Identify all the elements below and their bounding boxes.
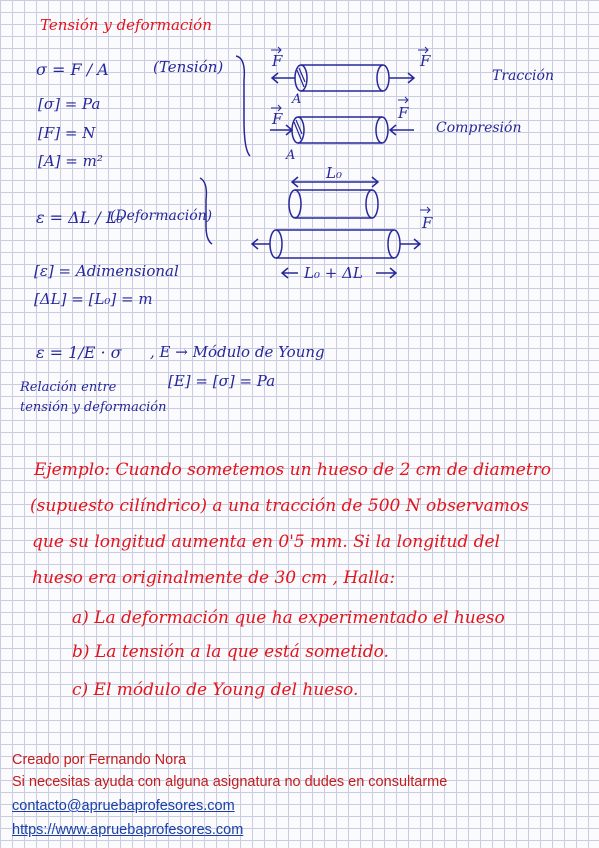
area-unit: [A] = m² xyxy=(38,152,103,170)
young-definition: , E → Módulo de Young xyxy=(150,343,325,361)
question-a: a) La deformación que ha experimentado el hueso xyxy=(72,608,505,628)
example-line-4: hueso era originalmente de 30 cm , Halla: xyxy=(32,568,396,588)
young-unit: [E] = [σ] = Pa xyxy=(168,372,276,390)
website-link[interactable]: https://www.apruebaprofesores.com xyxy=(12,822,244,838)
contact-email-row xyxy=(12,798,235,814)
final-length-arrow-left xyxy=(282,268,298,278)
stress-unit: [σ] = Pa xyxy=(38,95,101,113)
force-label-compression-right: F xyxy=(398,104,409,122)
email-link[interactable]: contacto@apruebaprofesores.com xyxy=(12,798,235,814)
stress-label: (Tensión) xyxy=(153,58,224,76)
area-label-traction: A xyxy=(292,92,302,107)
section-title: Tensión y deformación xyxy=(40,16,212,34)
strain-label: (Deformación) xyxy=(110,208,213,224)
initial-length-label: L₀ xyxy=(326,164,342,182)
force-unit: [F] = N xyxy=(38,124,96,142)
elongated-arrow-left xyxy=(252,239,270,249)
compression-label: Compresión xyxy=(436,120,522,136)
traction-label: Tracción xyxy=(492,68,554,84)
young-formula: ε = 1/E · σ xyxy=(36,343,122,362)
force-label-traction-right: F xyxy=(420,52,431,70)
example-line-3: que su longitud aumenta en 0'5 mm. Si la longitud del xyxy=(32,532,500,552)
stress-formula: σ = F / A xyxy=(36,60,109,79)
elongated-arrow-right xyxy=(400,239,420,249)
force-label-elongation: F xyxy=(422,214,433,232)
traction-arrow-right xyxy=(389,73,414,83)
question-b: b) La tensión a la que está sometido. xyxy=(72,642,389,662)
area-label-compression: A xyxy=(286,148,296,163)
elongated-cylinder xyxy=(270,230,400,258)
traction-arrow-left xyxy=(272,73,295,83)
help-message: Si necesitas ayuda con alguna asignatura no dudes en consultarme xyxy=(12,774,448,790)
relation-caption-line2: tensión y deformación xyxy=(20,400,167,415)
final-length-label: L₀ + ΔL xyxy=(304,264,363,282)
example-line-2: (supuesto cilíndrico) a una tracción de 500 N observamos xyxy=(30,496,529,516)
length-unit: [ΔL] = [L₀] = m xyxy=(34,290,153,308)
final-length-arrow-right xyxy=(376,268,396,278)
compression-arrow-right xyxy=(390,125,414,135)
compression-cylinder xyxy=(292,117,388,143)
brace-strain xyxy=(200,178,212,244)
strain-formula: ε = ΔL / L₀ xyxy=(36,208,123,227)
question-c: c) El módulo de Young del hueso. xyxy=(72,680,359,700)
author-credit: Creado por Fernando Nora xyxy=(12,752,187,768)
traction-cylinder xyxy=(295,65,389,91)
initial-cylinder xyxy=(289,190,378,218)
website-row xyxy=(12,822,243,838)
strain-unit: [ε] = Adimensional xyxy=(34,262,179,280)
force-label-traction-left: F xyxy=(272,52,283,70)
relation-caption-line1: Relación entre xyxy=(20,380,117,395)
brace-stress xyxy=(236,56,250,156)
force-label-compression-left: F xyxy=(272,110,283,128)
example-line-1: Ejemplo: Cuando sometemos un hueso de 2 cm de diametro xyxy=(34,460,552,480)
